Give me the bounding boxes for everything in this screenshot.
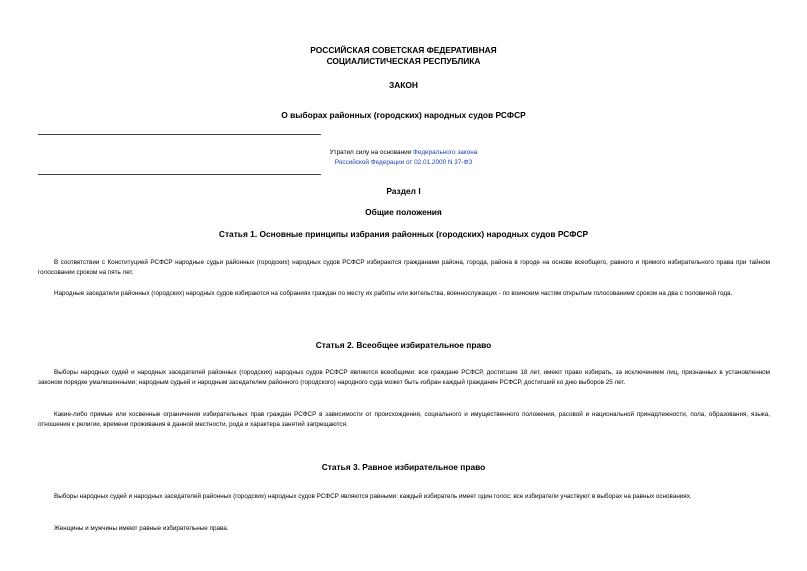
article-3-paragraph-2: Женщины и мужчины имеют равные избирательные права. [54, 525, 229, 532]
republic-name-line2: СОЦИАЛИСТИЧЕСКАЯ РЕСПУБЛИКА [326, 56, 481, 66]
article-3-title: Статья 3. Равное избирательное право [321, 462, 486, 472]
article-3-paragraph-1: Выборы народных судей и народных заседателей районных (городских) народных судов РСФСР являются равными: каждый избиратель имеет один голос; все избиратели участвуют в выборах на равных основаниях. [54, 493, 692, 500]
document-title: О выборах районных (городских) народных судов РСФСР [281, 110, 526, 120]
section-name: Общие положения [365, 207, 442, 217]
federal-law-link[interactable]: Федерального закона [413, 149, 478, 156]
document-type: ЗАКОН [389, 80, 418, 90]
section-number: Раздел I [386, 186, 421, 196]
repeal-notice-line2[interactable]: Российской Федерации от 02.01.2000 N 37-ФЗ [334, 159, 473, 166]
notice-top-divider [38, 134, 321, 135]
article-1-paragraph-2: Народные заседатели районных (городских) народных судов избираются на собраниях граждан по месту их работы или жительства, военнослужащих - по воинским частям открытым голосованием сроком на два с половиной года. [54, 290, 733, 297]
article-2-paragraph-1: Выборы народных судей и народных заседателей районных (городских) народных судов РСФСР являются всеобщими: все граждане РСФСР, достигшие 18 лет, имеют право избирать, за исключением лиц, признанных в установленном законом порядке умалишенными; народным судьей и народным заседателем районного (городского) народного суда может быть избран каждый гражданин РСФСР, достигший ко дню выборов 25 лет. [38, 369, 770, 387]
repeal-notice-line1 [0, 148, 807, 158]
article-1-title: Статья 1. Основные принципы избрания районных (городских) народных судов РСФСР [218, 229, 589, 239]
repeal-notice-prefix: Утратил силу на основании [329, 149, 414, 156]
article-1-paragraph-1: В соответствии с Конституцией РСФСР народные судьи районных (городских) народных судов РСФСР избираются гражданами района, города, района в городе на основе всеобщего, равного и прямого избирательного права при тайном голосовании сроком на пять лет. [38, 259, 770, 277]
notice-bottom-divider [38, 174, 321, 175]
article-2-title: Статья 2. Всеобщее избирательное право [315, 340, 492, 350]
republic-name-line1: РОССИЙСКАЯ СОВЕТСКАЯ ФЕДЕРАТИВНАЯ [310, 45, 497, 55]
article-2-paragraph-2: Какие-либо прямые или косвенные ограничения избирательных прав граждан РСФСР в зависимости от происхождения, социального и имущественного положения, расовой и национальной принадлежности, пола, образования, языка, отношения к религии, времени проживания в данной местности, рода и характера занятий запрещаются. [38, 411, 770, 429]
